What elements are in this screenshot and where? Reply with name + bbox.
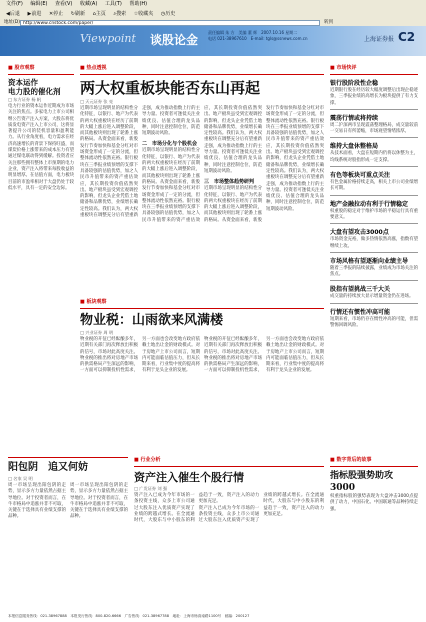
go-button[interactable]: 转到: [324, 20, 333, 25]
right-item: [330, 227, 418, 250]
bottom-left-article: [8, 454, 128, 610]
divider: [8, 457, 128, 458]
right-item: [330, 170, 418, 193]
history-label: 历史: [165, 11, 176, 17]
right-item: [330, 113, 418, 136]
page-number: C2: [398, 30, 416, 44]
divider: [330, 137, 418, 138]
menu-help[interactable]: 帮助(H): [129, 1, 148, 7]
bottom-left-body: 周一市场呈现出阳包阴的走势，显示多方力量依然占据主导地位。对于投资者而言，在牛市格局中追涨并非不可取，关键在于选择具有业绩支撑的品种。: [8, 483, 66, 520]
bottom-right-article: [330, 454, 418, 610]
address-label: 地址(D): [4, 20, 20, 25]
home-label: 主页: [95, 11, 106, 17]
right-item: [330, 256, 418, 279]
divider: [330, 74, 418, 75]
refresh-button[interactable]: [71, 9, 85, 19]
right-item: [330, 199, 418, 222]
refresh-label: 刷新: [74, 11, 85, 17]
section-title: 谈股论金: [150, 33, 199, 47]
right-item-title: 银行股阶段性企稳: [330, 80, 379, 87]
viewpoint-watermark: Viewpoint: [80, 32, 136, 45]
right-item-title: 行情还有惯性冲高可能: [330, 308, 391, 316]
main-top-headline: 两大权重板块能否东山再起: [80, 79, 261, 97]
home-icon: ⌂: [92, 11, 96, 17]
right-item-title: 股指有望挑战三千大关: [330, 286, 391, 294]
left-column: [8, 62, 74, 452]
main-top-subhead-1: 二 市场分化与个股机会: [142, 141, 198, 148]
menu-tools[interactable]: 工具(T): [104, 1, 122, 7]
bottom-mid-body-2: 资产注入已成为今年市场的一条投资主线，众多上市公司通过大股东注入优质资产实现了业绩的跨越式增长。在全流通时代，大股东与中小股东的利益趋于一致，资产注入的动力更加充足。: [198, 493, 324, 524]
divider: [330, 303, 418, 304]
main-mid-byline: □ 兴业证券 周 明: [80, 330, 114, 335]
main-mid-article: [80, 296, 324, 450]
bottom-right-headline: 指标股强势助攻3000: [330, 471, 394, 493]
favorites-button[interactable]: [134, 9, 154, 19]
right-item-title: 市场风格有望逐渐向业绩主导: [330, 257, 409, 265]
right-item-title: 地产金融拉动有利于行情稳定: [330, 200, 409, 208]
right-item-body: 市场资金充裕，做多热情依然高涨，指数有望继续上攻。: [330, 237, 418, 249]
main-top-body: 近期市场呈现明显的结构性分化特征，以银行、地产为代表的两大权重板块在经历了前期的大幅上涨后进入调整阶段，而其他板块则出现了轮番上涨的格局。从资金面来看，新股发行节奏加快和基金分红对市场资金形成了一定的分流，但整体流动性依然充裕。银行板块在三季报业绩预增的支撑下具备较强的估值优势，加之人民币升值带来的资产重估效应，其长期投资价值依然突出。地产板块虽受到宏观调控的影响，但龙头企业凭借土地储备和品牌优势，业绩增长确定性较高。我们认为，两大权重板块在调整充分后有望重新走强，成为推动指数上行的主导力量。投资者可逢低关注业绩优良、估值合理的龙头品种，同时注意控制仓位，防范短期波动风险。: [80, 106, 200, 219]
right-item: [330, 78, 418, 107]
back-button[interactable]: [6, 9, 20, 19]
forward-button[interactable]: [27, 9, 41, 19]
right-item-title: 维持大盘休整格局: [330, 143, 379, 151]
bottom-mid-article: [134, 454, 324, 610]
history-button[interactable]: [161, 9, 175, 19]
right-item-body: 从技术面看，大盘在短期内仍将以休整为主，均线系统对股指形成一定支撑。: [330, 151, 418, 163]
right-item: [330, 307, 418, 330]
address-input[interactable]: http://www.cnstock.com/paper/: [20, 20, 320, 26]
divider: [134, 466, 324, 467]
main-mid-body-2: 物业税的开征已经酝酿多年，近期有关部门再次释放出积极的信号，市场对此高度关注。物业税的推出将对房地产市场的供需格局产生深远的影响，一方面可以抑制投机性需求，另一方面也会改变地方政府依赖土地出让金的财政模式。对于房地产上市公司而言，短期内可能面临估值压力，但从长期来看，行业集中度的提高将有利于龙头企业的发展。: [204, 337, 324, 374]
home-button[interactable]: [93, 9, 106, 19]
bottom-left-columns: [8, 483, 128, 521]
right-item-title: 震荡行情或将持续: [330, 114, 379, 122]
bottom-mid-tag: ■ 行业分析: [134, 457, 161, 463]
bottom-mid-byline: □ 广发证券 刘 强: [134, 486, 168, 491]
divider: [330, 166, 418, 167]
main-top-body-3: 近期市场呈现明显的结构性分化特征，以银行、地产为代表的两大权重板块在经历了前期的大幅上涨后进入调整阶段，而其他板块则出现了轮番上涨的格局。从资金面来看，新股发行节奏加快和基金分红对市场资金形成了一定的分流，但整体流动性依然充裕。银行板块在三季报业绩预增的支撑下具备较强的估值优势，加之人民币升值带来的资产重估效应，其长期投资价值依然突出。地产板块虽受到宏观调控的影响，但龙头企业凭借土地储备和品牌优势，业绩增长确定性较高。我们认为，两大权重板块在调整充分后有望重新走强，成为推动指数上行的主导力量。投资者可逢低关注业绩优良、估值合理的龙头品种，同时注意控制仓位，防范短期波动风险。: [204, 106, 324, 223]
right-item-title: 有色等板块可重点关注: [330, 172, 391, 180]
left-headline: 资本运作 电力股的催化剂: [8, 78, 61, 96]
bottom-right-tag: ■ 数字背后的故事: [330, 457, 372, 463]
left-byline: □ 东方证券 杨 帆: [8, 97, 42, 102]
right-section-tag: ■ 市场快评: [330, 65, 357, 71]
main-mid-headline: 物业税：山雨欲来风满楼: [80, 313, 224, 328]
star-icon: ☆: [133, 11, 139, 17]
bottom-left-byline: □ 名家 吴 明: [8, 476, 33, 481]
bottom-right-body: 权重指标股的强势表现为大盘冲击3000点提供了动力，中国石化、中国联通等品种持续走强。: [330, 494, 418, 512]
history-icon: ◷: [160, 11, 166, 17]
divider: [330, 109, 418, 110]
left-article-body: 电力行业的资本运作近期成为市场关注的焦点。多家电力上市公司相继公告资产注入方案，大股东将优质发电资产注入上市公司，这将显著提升公司的装机容量和盈利能力。从行业角度看，电力需求在经济高速增长的背景下保持旺盛，而煤炭价格上涨带来的成本压力有望通过煤电联动得到缓解。投资者应关注那些拥有整体上市预期的电力企业，资产注入将带来每股收益的明显增厚。在估值方面，电力板块目前的市盈率相对于大盘仍处于较低水平，具有一定的安全边际。: [8, 104, 74, 191]
main-top-article: [80, 62, 324, 294]
toolbar: [0, 9, 426, 19]
bottom-mid-body: 资产注入已成为今年市场的一条投资主线，众多上市公司通过大股东注入优质资产实现了业绩的跨越式增长。在全流通时代，大股东与中小股东的利益趋于一致，资产注入的动力更加充足。: [134, 493, 260, 524]
main-mid-columns: [80, 337, 324, 375]
bottom-mid-columns: [134, 493, 324, 524]
search-icon: ⌕: [113, 11, 117, 17]
main-top-byline: □ 天元证券 张 亮: [80, 99, 114, 104]
main-top-subhead-2: 三 市场整体趋势研判: [204, 179, 255, 186]
newspaper-logo: 上海证券报: [364, 36, 395, 43]
address-bar: [0, 19, 426, 26]
main-top-body-2: 近期市场呈现明显的结构性分化特征，以银行、地产为代表的两大权重板块在经历了前期的大幅上涨后进入调整阶段，而其他板块则出现了轮番上涨的格局。从资金面来看，新股发行节奏加快和基金分红对市场资金形成了一定的分流，但整体流动性依然充裕。银行板块在三季报业绩预增的支撑下具备较强的估值优势，加之人民币升值带来的资产重估效应，其长期投资价值依然突出。地产板块虽受到宏观调控的影响，但龙头企业凭借土地储备和品牌优势，业绩增长确定性较高。我们认为，两大权重板块在调整充分后有望重新走强，成为推动指数上行的主导力量。投资者可逢低关注业绩优良、估值合理的龙头品种，同时注意控制仓位，防范短期波动风险。: [142, 106, 262, 223]
divider: [330, 223, 418, 224]
favorites-label: 收藏夹: [138, 11, 154, 17]
right-column: [330, 62, 418, 450]
stop-icon: ✕: [48, 11, 54, 17]
menu-bar: [0, 0, 426, 9]
back-label: 后退: [9, 11, 20, 17]
left-section-tag: ■ 股市观察: [8, 65, 35, 71]
divider: [80, 74, 324, 75]
divider: [8, 74, 74, 75]
menu-favorites[interactable]: 收藏(A): [79, 1, 98, 7]
bottom-left-body-2: 周一市场呈现出阳包阴的走势，显示多方力量依然占据主导地位。对于投资者而言，在牛市格局中追涨并非不可取，关键在于选择具有业绩支撑的品种。: [70, 483, 128, 520]
footer-info: 本报信息服务热线：021-38967888 本报发行热线：800-820-6666 广告热线：021-38967788 地址：上海市杨高南路1100号 邮编：200127: [8, 614, 250, 618]
refresh-icon: ↻: [70, 11, 75, 17]
back-arrow-icon: ◀: [6, 11, 10, 17]
search-button[interactable]: [113, 9, 126, 19]
stop-button[interactable]: [49, 9, 63, 19]
masthead: [0, 26, 426, 56]
right-item-body: 权重股的稳定对于维护市场的平稳运行具有重要意义。: [330, 208, 418, 220]
divider: [330, 252, 418, 253]
forward-label: 前进: [31, 11, 42, 17]
right-item: [330, 141, 418, 164]
menu-view[interactable]: 查看(V): [55, 1, 73, 7]
forward-arrow-icon: ▶: [27, 11, 32, 17]
menu-file[interactable]: 文件(F): [6, 1, 23, 7]
main-mid-body: 物业税的开征已经酝酿多年，近期有关部门再次释放出积极的信号，市场对此高度关注。物业税的推出将对房地产市场的供需格局产生深远的影响，一方面可以抑制投机性需求，另一方面也会改变地方政府依赖土地出让金的财政模式。对于房地产上市公司而言，短期内可能面临估值压力，但从长期来看，行业集中度的提高将有利于龙头企业的发展。: [80, 337, 200, 374]
divider: [330, 195, 418, 196]
search-label: 搜索: [116, 11, 127, 17]
right-item-body: 成交量的持续放大显示增量资金仍在进场。: [330, 294, 414, 300]
main-top-tag: ■ 热点透视: [80, 65, 107, 71]
stop-label: 停止: [53, 11, 64, 17]
contact-line: 电话 021-38967610 E-mail: tgls@ssnews.com.cn: [208, 36, 308, 41]
right-item-body: 周二沪深两市呈现震荡整理格局，成交量较前一交易日有所萎缩，市场观望情绪浓厚。: [330, 122, 418, 135]
right-item-body: 随着三季报的陆续披露，业绩成为市场关注的焦点。: [330, 265, 418, 278]
right-item: [330, 284, 418, 300]
right-item-body: 有色金属价格持续走高，相关上市公司业绩增长可期。: [330, 180, 418, 192]
divider: [80, 308, 324, 309]
menu-edit[interactable]: 编辑(E): [30, 1, 48, 7]
right-item-body: 短期来看，市场仍存在惯性冲高的可能，但需警惕回调风险。: [330, 316, 418, 329]
right-item-body: 近期银行股在经历较大幅度调整后出现企稳迹象，三季报业绩的高增长为板块提供了有力支撑。: [330, 88, 418, 106]
editor-line: 责任编辑 朱 方 美编 董 辉 2007.10.16 星期二: [208, 30, 298, 35]
main-top-columns: [80, 106, 324, 224]
right-item-title: 大盘有望攻击3000点: [330, 229, 389, 237]
bottom-mid-headline: 资产注入催生个股行情: [134, 471, 244, 484]
main-mid-tag: ■ 板块观察: [80, 299, 107, 305]
divider: [330, 280, 418, 281]
divider: [330, 466, 418, 467]
bottom-left-headline: 阳包阴 追又何妨: [8, 462, 88, 473]
